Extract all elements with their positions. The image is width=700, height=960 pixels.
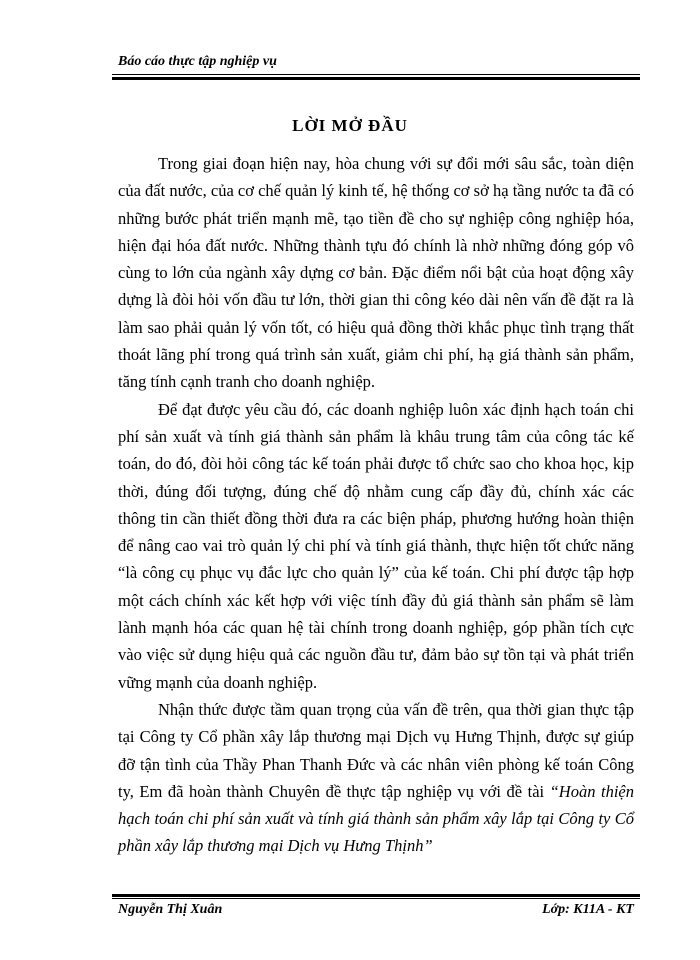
header-rule-thick [112,77,640,80]
page-header-title: Báo cáo thực tập nghiệp vụ [118,54,277,69]
paragraph-1: Trong giai đoạn hiện nay, hòa chung với sự đổi mới sâu sắc, toàn diện của đất nước, của cơ chế quản lý kinh tế, hệ thống cơ sở hạ tầng nước ta đã có những bước phát triển mạnh mẽ, tạo tiền đề cho sự nghiệp công nghiệp hóa, hiện đại hóa đất nước. Những thành tựu đó chính là nhờ những đóng góp vô cùng to lớn của ngành xây dựng cơ bản. Đặc điểm nổi bật của hoạt động xây dựng là đòi hỏi vốn đầu tư lớn, thời gian thi công kéo dài nên vấn đề đặt ra là làm sao phải quản lý vốn tốt, có hiệu quả đồng thời khắc phục tình trạng thất thoát lãng phí trong quá trình sản xuất, giảm chi phí, hạ giá thành sản phẩm, tăng tính cạnh tranh cho doanh nghiệp. [118,154,634,392]
header-rule-thin [112,74,640,75]
footer-class: Lớp: K11A - KT [542,902,634,917]
paragraph-3-intro: Nhận thức được tầm quan trọng của vấn đề trên, qua thời gian thực tập tại Công ty Cổ phần xây lắp thương mại Dịch vụ Hưng Thịnh, được sự giúp đỡ tận tình của Thầy Phan Thanh Đức và các nhân viên phòng kế toán Công ty, Em đã hoàn thành Chuyên đề thực tập nghiệp vụ với đề tài [118,699,634,801]
document-body [118,150,634,860]
document-heading: LỜI MỞ ĐẦU [292,116,408,135]
paragraph-3 [118,696,634,860]
thesis-topic: “Hoàn thiện hạch toán chi phí sản xuất và tính giá thành sản phẩm xây lắp tại Công ty Cổ phần xây lắp thương mại Dịch vụ Hưng Thịnh” [118,781,634,856]
paragraph-2: Để đạt được yêu cầu đó, các doanh nghiệp luôn xác định hạch toán chi phí sản xuất và tính giá thành sản phẩm là khâu trung tâm của công tác kế toán, do đó, đòi hỏi công tác kế toán phải được tổ chức sao cho khoa học, kịp thời, đúng đối tượng, đúng chế độ nhằm cung cấp đầy đủ, chính xác các thông tin cần thiết đồng thời đưa ra các biện pháp, phương hướng hoàn thiện để nâng cao vai trò quản lý chi phí và tính giá thành, thực hiện tốt chức năng “là công cụ phục vụ đắc lực cho quản lý” của kế toán. Chi phí được tập hợp một cách chính xác kết hợp với việc tính đầy đủ giá thành sản phẩm sẽ làm lành mạnh hóa các quan hệ tài chính trong doanh nghiệp, góp phần tích cực vào việc sử dụng hiệu quả các nguồn đầu tư, đảm bảo sự tồn tại và phát triển vững mạnh của doanh nghiệp. [118,399,634,692]
footer-author: Nguyễn Thị Xuân [118,902,223,917]
footer-rule-thick [112,894,640,897]
footer-rule-thin [112,898,640,899]
